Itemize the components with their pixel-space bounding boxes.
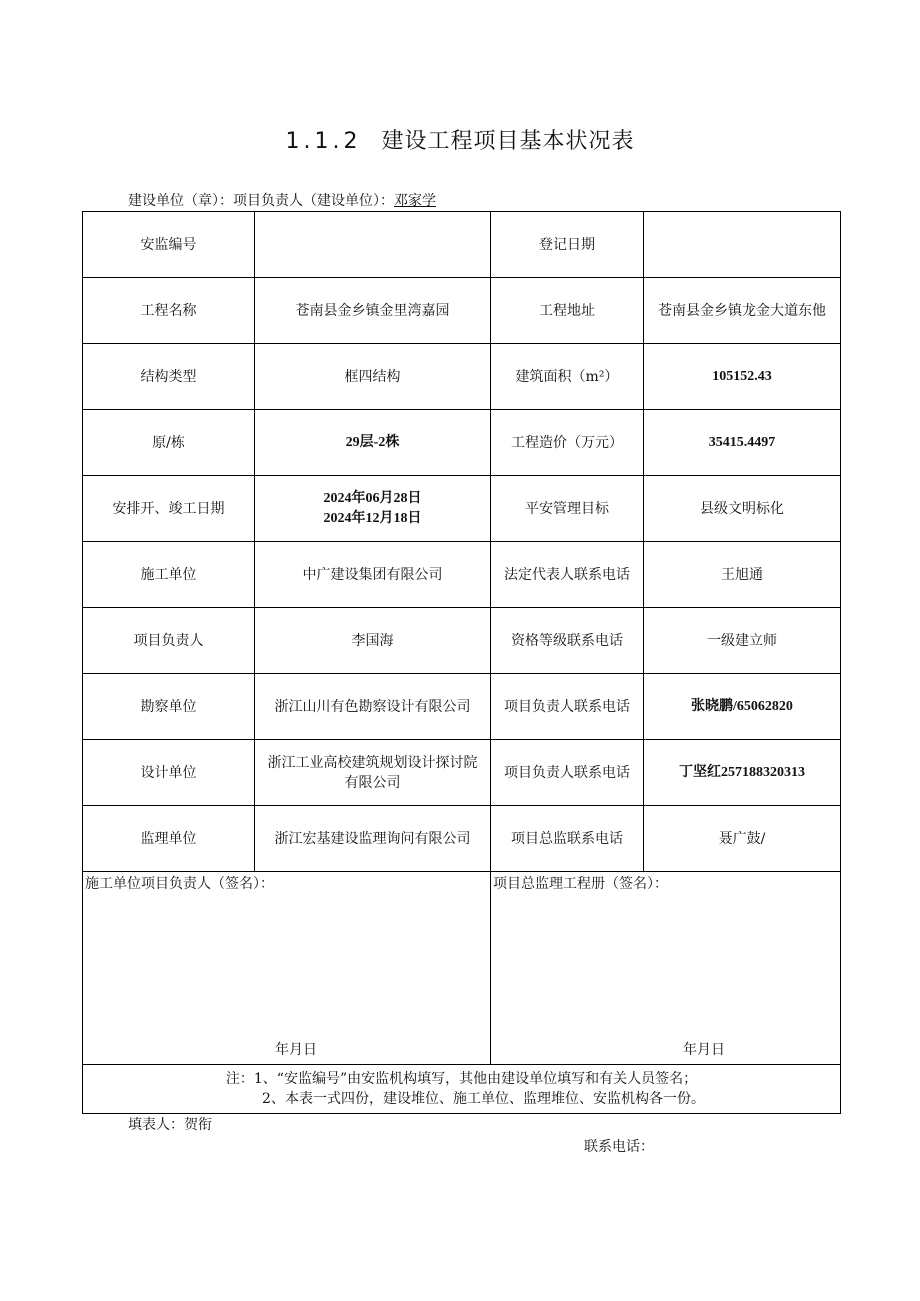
label-cell: 项目负责人联系电话 xyxy=(491,674,644,740)
value-cell: 浙江山川有色勘察设计有限公司 xyxy=(255,674,491,740)
value-cell xyxy=(255,476,491,542)
project-info-table xyxy=(82,211,841,1114)
note-line-2: 2、本表一式四份，建设堆位、施工单位、监理堆位、安监机构各一份。 xyxy=(262,1091,705,1107)
label-cell: 设计单位 xyxy=(83,740,255,806)
table-row xyxy=(83,344,841,410)
supervisor-signature-label: 项目总监理工程册（签名）： xyxy=(493,876,668,892)
value-cell: 苍南县金乡镇龙金大道东他 xyxy=(644,278,841,344)
value-cell: 王旭通 xyxy=(644,542,841,608)
header-line xyxy=(128,190,436,210)
value-cell: 35415.4497 xyxy=(644,410,841,476)
value-cell: 丁坚红257188320313 xyxy=(644,740,841,806)
value-cell: 苍南县金乡镇金里湾嘉园 xyxy=(255,278,491,344)
note-line-1: 注：1、“安监编号”由安监机构填写，其他由建设单位填写和有关人员签名； xyxy=(225,1071,698,1087)
label-cell: 建筑面积（m²） xyxy=(491,344,644,410)
table-row xyxy=(83,608,841,674)
notes-row xyxy=(83,1065,841,1114)
label-cell: 原/栋 xyxy=(83,410,255,476)
filler-label: 填表人：贺衔 xyxy=(128,1117,212,1133)
label-cell: 监理单位 xyxy=(83,806,255,872)
value-cell: 29层-2株 xyxy=(255,410,491,476)
label-cell: 结构类型 xyxy=(83,344,255,410)
page-title xyxy=(0,124,920,155)
value-cell: 县级文明标化 xyxy=(644,476,841,542)
contractor-date-label: 年月日 xyxy=(275,1042,317,1058)
table-row xyxy=(83,212,841,278)
supervisor-signature-cell[interactable] xyxy=(491,872,841,1065)
label-cell: 项目负责人 xyxy=(83,608,255,674)
table-row xyxy=(83,278,841,344)
label-cell: 安监编号 xyxy=(83,212,255,278)
contractor-signature-cell[interactable] xyxy=(83,872,491,1065)
table-row xyxy=(83,806,841,872)
value-cell xyxy=(644,212,841,278)
value-cell: 中广建设集团有限公司 xyxy=(255,542,491,608)
table-row xyxy=(83,674,841,740)
title-number: 1.1.2 xyxy=(285,129,362,154)
label-cell: 法定代表人联系电话 xyxy=(491,542,644,608)
label-cell: 勘察单位 xyxy=(83,674,255,740)
end-date: 2024年12月18日 xyxy=(323,510,422,526)
table-row xyxy=(83,476,841,542)
header-prefix: 建设单位（章）：项目负责人（建设单位）： xyxy=(128,193,394,209)
contractor-signature-label: 施工单位项目负责人（签名）： xyxy=(85,876,274,892)
table-row xyxy=(83,542,841,608)
table-row xyxy=(83,410,841,476)
value-cell xyxy=(255,740,491,806)
value-cell: 一级建立师 xyxy=(644,608,841,674)
label-cell: 施工单位 xyxy=(83,542,255,608)
value-cell xyxy=(255,212,491,278)
label-cell: 工程造价（万元） xyxy=(491,410,644,476)
value-cell: 张晓鹏/65062820 xyxy=(644,674,841,740)
value-cell: 105152.43 xyxy=(644,344,841,410)
value-cell: 李国海 xyxy=(255,608,491,674)
value-cell: 框四结构 xyxy=(255,344,491,410)
design-unit-line1: 浙江工业高校建筑规划设计探讨院 xyxy=(267,754,478,771)
signature-row xyxy=(83,872,841,1065)
supervisor-date-label: 年月日 xyxy=(683,1042,725,1058)
table-row xyxy=(83,740,841,806)
label-cell: 工程地址 xyxy=(491,278,644,344)
label-cell: 安排开、竣工日期 xyxy=(83,476,255,542)
title-text: 建设工程项目基本状况表 xyxy=(381,129,635,154)
design-unit-line2: 有限公司 xyxy=(344,774,401,791)
phone-label: 联系电话： xyxy=(584,1139,654,1155)
start-date: 2024年06月28日 xyxy=(323,490,422,506)
value-cell: 浙江宏基建设监理询问有限公司 xyxy=(255,806,491,872)
notes-cell xyxy=(83,1065,841,1114)
header-person: 邓家学 xyxy=(394,193,436,209)
label-cell: 项目负责人联系电话 xyxy=(491,740,644,806)
value-cell: 聂广鼓/ xyxy=(644,806,841,872)
label-cell: 平安管理目标 xyxy=(491,476,644,542)
label-cell: 登记日期 xyxy=(491,212,644,278)
label-cell: 项目总监联系电话 xyxy=(491,806,644,872)
label-cell: 工程名称 xyxy=(83,278,255,344)
label-cell: 资格等级联系电话 xyxy=(491,608,644,674)
